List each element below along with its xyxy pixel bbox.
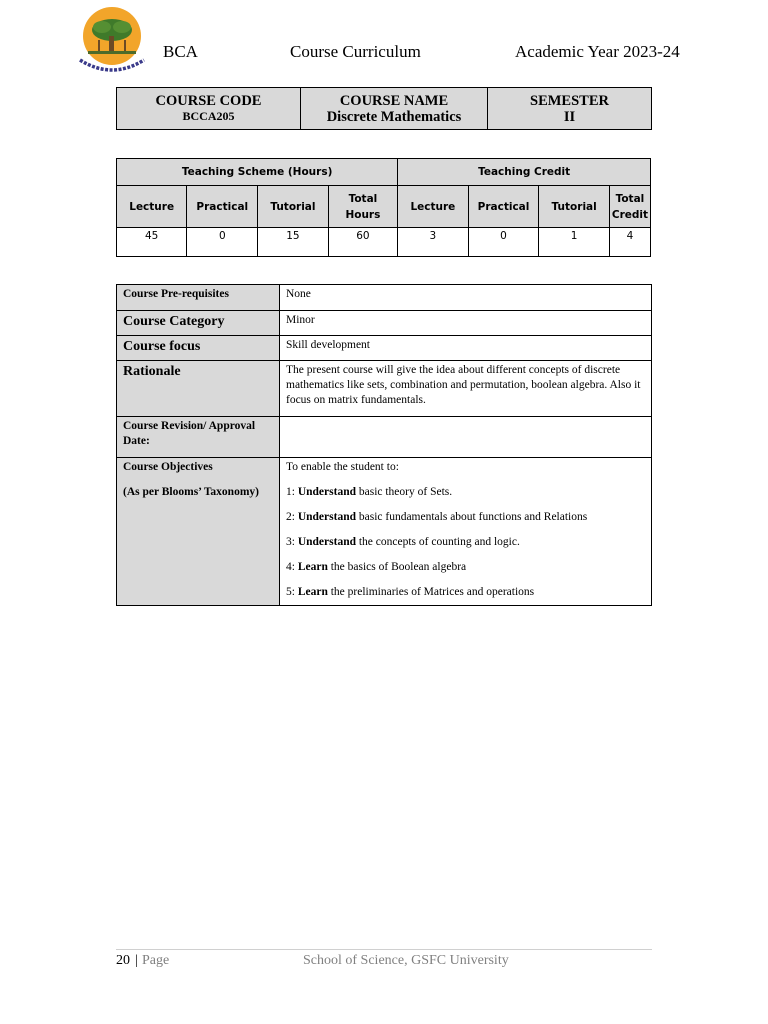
focus-label: Course focus [117, 336, 280, 361]
objective-number: 2: [286, 511, 298, 523]
program-name: BCA [163, 42, 198, 61]
objective-text: basic fundamentals about functions and Relations [355, 511, 588, 523]
objectives-list [280, 458, 652, 606]
table-cell: 0 [187, 228, 258, 257]
course-details-table [116, 284, 652, 606]
school-name: School of Science, GSFC University [303, 953, 509, 968]
column-header: Lecture [117, 186, 187, 228]
table-cell: 1 [539, 228, 609, 257]
objective-number: 1: [286, 486, 298, 498]
objective-number: 3: [286, 536, 298, 548]
teaching-credit-heading: Teaching Credit [398, 159, 651, 186]
semester-value: II [563, 108, 576, 125]
table-cell: 3 [398, 228, 468, 257]
objectives-sublabel: (As per Blooms’ Taxonomy) [123, 486, 259, 498]
list-item [286, 535, 645, 550]
table-cell: 45 [117, 228, 187, 257]
course-code-value: BCCA205 [182, 109, 235, 123]
column-header: Total Hours [328, 186, 398, 228]
university-logo [74, 6, 148, 76]
semester-label: SEMESTER [530, 92, 609, 109]
objective-text: the preliminaries of Matrices and operations [327, 586, 535, 598]
teaching-hours-heading: Teaching Scheme (Hours) [117, 159, 398, 186]
table-cell: 4 [609, 228, 650, 257]
category-label: Course Category [117, 311, 280, 336]
course-code-cell [117, 88, 301, 130]
revision-label: Course Revision/ Approval Date: [117, 417, 280, 458]
focus-value: Skill development [280, 336, 652, 361]
objective-verb: Understand [297, 536, 356, 548]
course-name-label: COURSE NAME [339, 92, 449, 109]
objective-verb: Understand [297, 511, 356, 523]
prerequisites-label: Course Pre-requisites [117, 285, 280, 311]
prerequisites-value: None [280, 285, 652, 311]
teaching-scheme-table [116, 158, 651, 257]
footer-divider [116, 949, 652, 950]
rationale-label: Rationale [117, 361, 280, 417]
objective-text: the basics of Boolean algebra [327, 561, 467, 573]
table-cell: 15 [258, 228, 328, 257]
objective-text: basic theory of Sets. [355, 486, 453, 498]
objective-text: the concepts of counting and logic. [355, 536, 520, 548]
course-code-label: COURSE CODE [155, 93, 262, 109]
list-item [286, 510, 645, 525]
column-header: Tutorial [258, 186, 328, 228]
column-header: Lecture [398, 186, 468, 228]
column-header: Tutorial [539, 186, 609, 228]
category-value: Minor [280, 311, 652, 336]
objectives-label: Course Objectives [123, 461, 213, 473]
course-header-table [116, 87, 652, 130]
table-cell: 0 [468, 228, 539, 257]
objectives-label-cell [117, 458, 280, 606]
semester-cell [488, 88, 652, 130]
page-number: 20 [116, 953, 130, 968]
column-header: Practical [187, 186, 258, 228]
list-item [286, 485, 645, 500]
course-name-cell [301, 88, 488, 130]
course-name-value: Discrete Mathematics [326, 108, 462, 125]
revision-value [280, 417, 652, 458]
objective-number: 5: [286, 586, 298, 598]
page-word: Page [142, 953, 170, 968]
footer-separator: | [135, 953, 138, 968]
list-item [286, 560, 645, 575]
objective-number: 4: [286, 561, 298, 573]
rationale-value: The present course will give the idea about different concepts of discrete mathematics like sets, combination and permutation, boolean algebra. Also it focus on matrix fundamentals. [280, 361, 652, 417]
objectives-intro: To enable the student to: [286, 461, 399, 473]
column-header: Total Credit [609, 186, 650, 228]
objective-verb: Learn [297, 561, 328, 573]
table-cell: 60 [328, 228, 398, 257]
academic-year: Academic Year 2023-24 [515, 42, 680, 61]
objective-verb: Understand [297, 486, 356, 498]
document-title: Course Curriculum [290, 42, 421, 61]
objective-verb: Learn [297, 586, 328, 598]
column-header: Practical [468, 186, 539, 228]
list-item [286, 585, 645, 600]
